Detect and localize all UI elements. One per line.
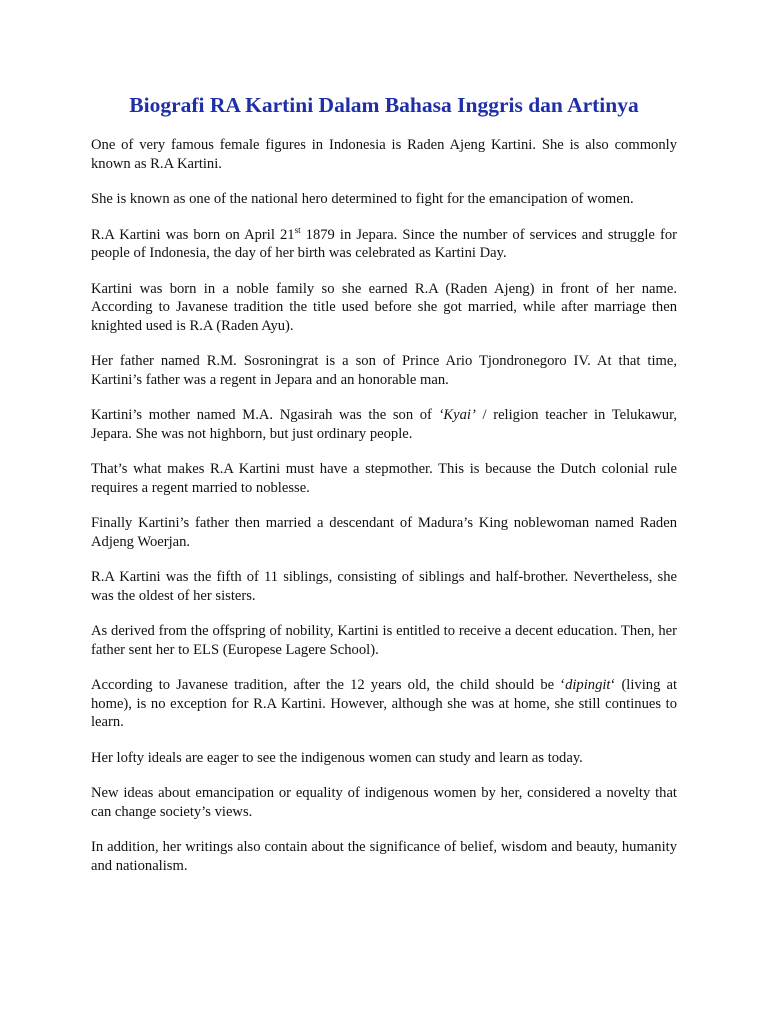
paragraph-text: ‘ (living at home), is no exception for R.A Kartini. However, although she was at home, she still continues to learn.: [91, 677, 678, 730]
paragraph: She is known as one of the national hero determined to fight for the emancipation of women.: [91, 191, 634, 207]
paragraph-text: Kartini’s mother named M.A. Ngasirah was the son of: [91, 407, 439, 423]
document-title: Biografi RA Kartini Dalam Bahasa Inggris dan Artinya: [129, 93, 639, 117]
ordinal-suffix: st: [294, 224, 301, 235]
paragraph-text: According to Javanese tradition, after the 12 years old, the child should be ‘: [91, 677, 566, 693]
italic-term: dipingit: [565, 677, 611, 693]
paragraph: That’s what makes R.A Kartini must have a stepmother. This is because the Dutch colonial rule requires a regent married to noblesse.: [91, 461, 677, 496]
paragraph-text: R.A Kartini was born on April 21: [91, 226, 295, 243]
paragraph-text: / religion teacher in Telukawur, Jepara. She was not highborn, but just ordinary people.: [91, 407, 677, 442]
paragraph: In addition, her writings also contain about the significance of belief, wisdom and beauty, humanity and nationalism.: [91, 839, 677, 874]
paragraph: Her lofty ideals are eager to see the indigenous women can study and learn as today.: [91, 749, 583, 766]
paragraph: [91, 406, 677, 443]
paragraph: Finally Kartini’s father then married a descendant of Madura’s King noblewoman named Raden Adjeng Woerjan.: [91, 515, 677, 550]
paragraph: Her father named R.M. Sosroningrat is a son of Prince Ario Tjondronegoro IV. At that time, Kartini’s father was a regent in Jepara and an honorable man.: [91, 353, 677, 388]
paragraph: [91, 676, 677, 732]
paragraph-text: 1879 in Jepara. Since the number of services and struggle for people of Indonesia, the day of her birth was celebrated as Kartini Day.: [91, 226, 677, 261]
paragraph: R.A Kartini was the fifth of 11 siblings, consisting of siblings and half-brother. Nevertheless, she was the oldest of her sisters.: [91, 569, 677, 604]
paragraph: One of very famous female figures in Indonesia is Raden Ajeng Kartini. She is also commonly known as R.A Kartini.: [91, 137, 677, 172]
paragraph: New ideas about emancipation or equality of indigenous women by her, considered a novelty that can change society’s views.: [91, 785, 677, 820]
italic-term: ‘Kyai’: [438, 407, 476, 423]
paragraph: As derived from the offspring of nobility, Kartini is entitled to receive a decent education. Then, her father sent her to ELS (Europese Lagere School).: [91, 623, 677, 658]
paragraph: [91, 226, 677, 263]
paragraph: Kartini was born in a noble family so she earned R.A (Raden Ajeng) in front of her name. According to Javanese tradition the title used before she got married, while after marriage then knighted used is R.A (Raden Ayu).: [91, 280, 677, 334]
document-body: [91, 136, 677, 892]
